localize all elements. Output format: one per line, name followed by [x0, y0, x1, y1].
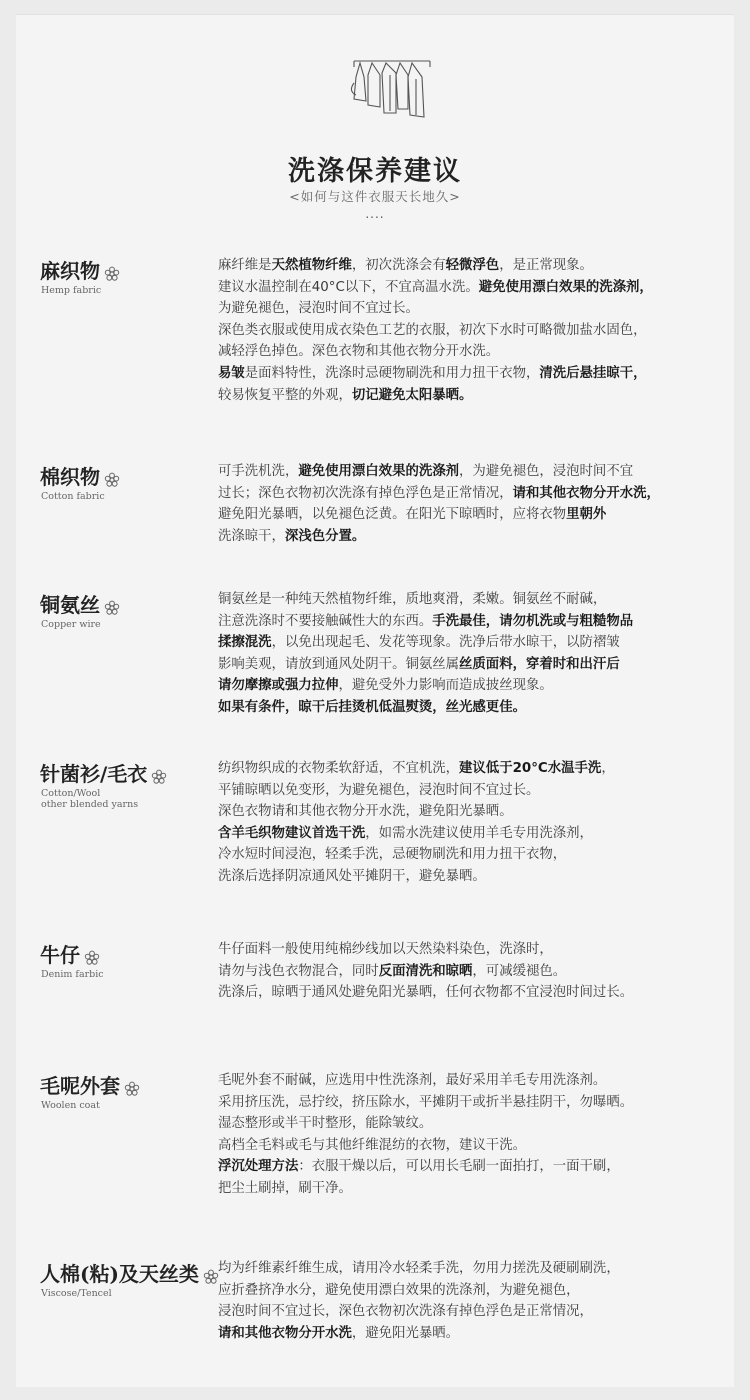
emphasis-text: 易皱	[218, 365, 245, 381]
flower-icon	[124, 1078, 140, 1094]
body-text: 应折叠挤净水分，避免使用漂白效果的洗涤剂，为避免褪色，	[218, 1282, 580, 1298]
body-line	[218, 939, 728, 961]
body-text: 洗涤后选择阴凉通风处平摊阴干，避免暴晒。	[218, 868, 486, 884]
body-line	[218, 1280, 728, 1302]
body-line	[218, 1092, 728, 1114]
emphasis-text: 请和其他衣物分开水洗	[218, 1325, 352, 1341]
section-title-label: 人棉(粘)及天丝类	[40, 1262, 199, 1286]
section-title	[40, 1258, 219, 1287]
body-text: ，是正常现象。	[499, 258, 593, 273]
body-line	[218, 982, 728, 1004]
section-body	[218, 461, 728, 547]
body-line	[218, 320, 728, 342]
section-title-label: 铜氨丝	[40, 593, 100, 617]
body-line	[218, 697, 728, 719]
section-title-label: 毛呢外套	[40, 1074, 120, 1098]
section-english-name: Hemp fabric	[41, 285, 102, 296]
body-text: ，以免出现起毛、发花等现象。洗净后带水晾干，以防褶皱	[271, 635, 620, 651]
emphasis-text: 浮沉处理方法	[218, 1159, 299, 1175]
body-text: 是面料特性，洗涤时忌硬物刷洗和用力扭干衣物，	[244, 365, 540, 381]
body-text: ，避免阳光暴晒。	[351, 1325, 460, 1341]
body-text: 影响美观，请放到通风处阴干。铜氨丝属	[218, 656, 460, 672]
body-line	[218, 1070, 728, 1092]
body-line	[218, 823, 728, 845]
section-title	[40, 461, 120, 490]
body-line	[218, 1135, 728, 1157]
body-text: 把尘土刷掉，刷干净。	[218, 1180, 352, 1196]
body-line	[218, 844, 728, 866]
emphasis-text: 里朝外	[566, 507, 607, 523]
body-text: 为避免褪色，浸泡时间不宜过长。	[218, 301, 419, 317]
body-text: 冷水短时间浸泡，轻柔手洗，忌硬物刷洗和用力扭干衣物，	[218, 847, 567, 863]
body-text: 纺织物织成的衣物柔软舒适，不宜机洗，	[218, 761, 460, 776]
section-body	[218, 758, 728, 888]
body-line	[218, 363, 728, 385]
body-line	[218, 298, 728, 320]
page-title: 洗涤保养建议	[288, 156, 462, 187]
body-line	[218, 1178, 728, 1200]
body-line	[218, 526, 728, 548]
emphasis-text: 避免使用漂白效果的洗涤剂	[298, 464, 460, 479]
emphasis-text: 切记避免太阳暴晒。	[351, 387, 473, 403]
section-body	[218, 1258, 728, 1344]
body-text: 铜氨丝是一种纯天然植物纤维，质地爽滑，柔嫩。铜氨丝不耐碱，	[218, 592, 607, 607]
body-line	[218, 483, 728, 505]
flower-icon	[151, 766, 167, 782]
body-text: 请勿与浅色衣物混合，同时	[218, 963, 379, 979]
section-title-label: 牛仔	[40, 943, 80, 967]
section-english-name: Copper wire	[41, 619, 101, 630]
body-text: 洗涤晾干，	[218, 528, 285, 544]
body-text: ：衣服干燥以后，可以用长毛刷一面拍打，一面干刷，	[298, 1159, 620, 1175]
body-line	[218, 385, 728, 407]
body-line	[218, 866, 728, 888]
flower-icon	[203, 1266, 219, 1282]
emphasis-text: 丝质面料，穿着时和出汗后	[459, 656, 620, 672]
body-line	[218, 277, 728, 299]
section-body	[218, 589, 728, 719]
body-line	[218, 1113, 728, 1135]
section-english-name: Denim farbic	[41, 969, 104, 980]
body-text: 深色类衣服或使用成衣染色工艺的衣服，初次下水时可略微加盐水固色，	[218, 322, 647, 338]
section-title	[40, 758, 167, 787]
emphasis-text: 深浅色分置。	[284, 528, 366, 544]
emphasis-text: 避免使用漂白效果的洗涤剂，	[478, 279, 653, 295]
body-text: 牛仔面料一般使用纯棉纱线加以天然染料染色，洗涤时，	[218, 942, 553, 957]
body-line	[218, 801, 728, 823]
body-line	[218, 1301, 728, 1323]
body-line	[218, 758, 728, 780]
section-english-name: Cotton fabric	[41, 491, 105, 502]
body-line	[218, 341, 728, 363]
body-line	[218, 632, 728, 654]
flower-icon	[84, 947, 100, 963]
emphasis-text: 天然植物纤维	[271, 258, 352, 273]
body-text: ，如需水洗建议使用羊毛专用洗涤剂，	[365, 825, 593, 841]
emphasis-text: 如果有条件，晾干后挂烫机低温熨烫，丝光感更佳。	[218, 699, 526, 715]
body-text: 平铺晾晒以免变形，为避免褪色，浸泡时间不宜过长。	[218, 782, 540, 798]
section-title-label: 针菌衫/毛衣	[40, 762, 148, 786]
body-text: 过长；深色衣物初次洗涤有掉色浮色是正常情况，	[218, 485, 513, 501]
page-subtitle: <如何与这件衣服天长地久>	[289, 189, 461, 204]
emphasis-text: 请勿摩擦或强力拉伸	[218, 678, 339, 694]
body-line	[218, 675, 728, 697]
body-line	[218, 504, 728, 526]
body-line	[218, 961, 728, 983]
flower-icon	[104, 263, 120, 279]
body-text: 均为纤维素纤维生成，请用冷水轻柔手洗，勿用力搓洗及硬刷刷洗，	[218, 1261, 620, 1276]
section-body	[218, 939, 728, 1004]
body-line	[218, 1323, 728, 1345]
section-title	[40, 939, 100, 968]
body-line	[218, 654, 728, 676]
emphasis-text: 清洗后悬挂晾干，	[539, 365, 647, 381]
flower-icon	[104, 469, 120, 485]
emphasis-text: 揉擦混洗	[218, 635, 272, 651]
section-english-name: Cotton/Wool	[41, 788, 101, 799]
emphasis-text: 反面清洗和晾晒	[378, 963, 473, 979]
body-text: ，可减缓褪色。	[472, 963, 567, 979]
body-text: 毛呢外套不耐碱，应选用中性洗涤剂，最好采用羊毛专用洗涤剂。	[218, 1073, 607, 1088]
body-text: 避免阳光暴晒，以免褪色泛黄。在阳光下晾晒时，应将衣物	[218, 507, 567, 523]
section-title	[40, 589, 120, 618]
section-title-label: 棉织物	[40, 465, 100, 489]
body-line	[218, 611, 728, 633]
section-title-label: 麻织物	[40, 259, 100, 283]
body-text: ，	[601, 761, 615, 776]
body-text: ，避免受外力影响而造成披丝现象。	[338, 678, 553, 694]
clothes-hanger-rack-icon	[350, 55, 434, 119]
body-text: 可手洗机洗，	[218, 464, 299, 479]
body-text: 减轻浮色掉色。深色衣物和其他衣物分开水洗。	[218, 344, 500, 360]
body-line	[218, 1258, 728, 1280]
body-line	[218, 461, 728, 483]
section-title	[40, 255, 120, 284]
title-divider-dots: ....	[365, 207, 385, 221]
body-text: 注意洗涤时不要接触碱性大的东西。	[218, 613, 433, 629]
body-text: 湿态整形或半干时整形，能除皱纹。	[218, 1116, 433, 1132]
emphasis-text: 请和其他衣物分开水洗，	[512, 485, 660, 501]
emphasis-text: 含羊毛织物建议首选干洗	[218, 825, 366, 841]
care-guide-page	[16, 14, 734, 1387]
body-text: 较易恢复平整的外观，	[218, 387, 352, 403]
body-text: 深色衣物请和其他衣物分开水洗，避免阳光暴晒。	[218, 804, 513, 820]
body-text: ，为避免褪色，浸泡时间不宜	[459, 464, 634, 479]
section-body	[218, 255, 728, 406]
body-text: 高档全毛料或毛与其他纤维混纺的衣物，建议干洗。	[218, 1137, 526, 1153]
body-line	[218, 589, 728, 611]
body-line	[218, 255, 728, 277]
section-english-name: Woolen coat	[41, 1100, 100, 1111]
body-text: 洗涤后，晾晒于通风处避免阳光暴晒，任何衣物都不宜浸泡时间过长。	[218, 985, 634, 1001]
emphasis-text: 轻微浮色	[445, 258, 500, 273]
section-english-name: Viscose/Tencel	[41, 1288, 112, 1299]
section-english-name: other blended yarns	[41, 799, 139, 810]
body-text: 麻纤维是	[218, 258, 272, 273]
emphasis-text: 建议低于20°C水温手洗	[459, 761, 602, 776]
section-title	[40, 1070, 140, 1099]
body-text: ，初次洗涤会有	[351, 258, 446, 273]
section-body	[218, 1070, 728, 1200]
flower-icon	[104, 597, 120, 613]
body-text: 采用挤压洗，忌拧绞，挤压除水，平摊阴干或折半悬挂阴干，勿曝晒。	[218, 1094, 634, 1110]
body-line	[218, 1156, 728, 1178]
body-line	[218, 780, 728, 802]
body-text: 浸泡时间不宜过长，深色衣物初次洗涤有掉色浮色是正常情况，	[218, 1304, 593, 1320]
body-text: 建议水温控制在40°C以下，不宜高温水洗。	[218, 279, 479, 295]
emphasis-text: 手洗最佳，请勿机洗或与粗糙物品	[432, 613, 634, 629]
